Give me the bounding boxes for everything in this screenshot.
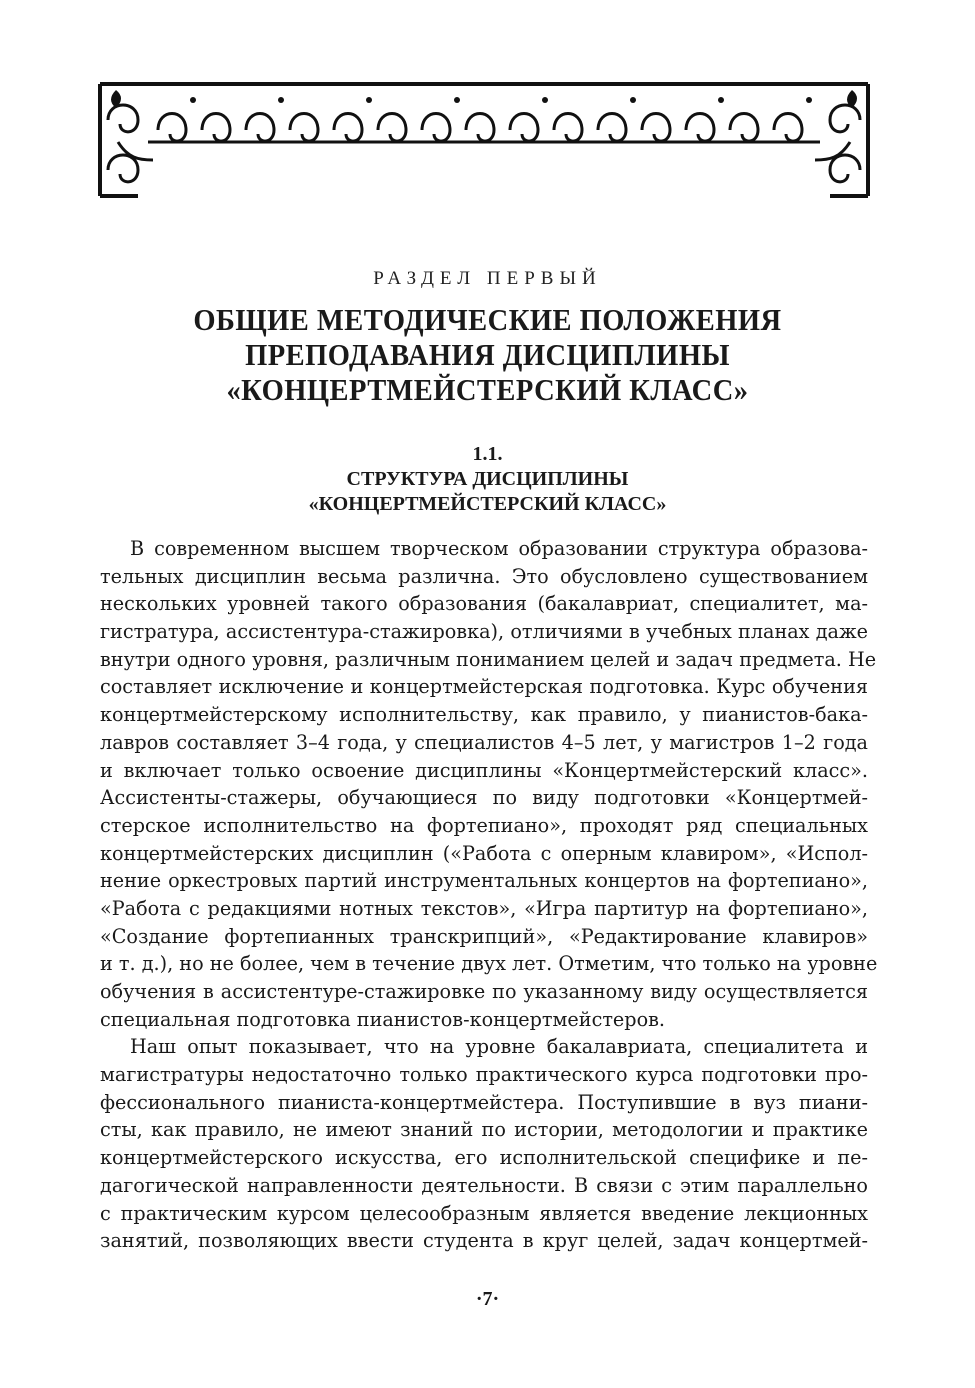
text-line: и т. д.), но не более, чем в течение двух лет. Отметим, что только на уровне bbox=[100, 952, 878, 976]
text-line: магистратуры недостаточно только практического курса подготовки про- bbox=[100, 1063, 868, 1087]
subsection-number: 1.1. bbox=[472, 443, 503, 465]
text-line: Наш опыт показывает, что на уровне бакалавриата, специалитета и bbox=[130, 1035, 868, 1059]
text-line: и включает только освоение дисциплины «Концертмейстерский класс». bbox=[100, 758, 868, 782]
text-line: фессионального пианиста-концертмейстера. Поступившие в вуз пиани- bbox=[100, 1090, 868, 1114]
subsection-title-line: СТРУКТУРА ДИСЦИПЛИНЫ bbox=[346, 468, 629, 490]
text-line: В современном высшем творческом образовании структура образова- bbox=[130, 537, 868, 560]
text-line: стерское исполнительство на фортепиано», проходят ряд специальных bbox=[100, 813, 868, 837]
main-title-line: ПРЕПОДАВАНИЯ ДИСЦИПЛИНЫ bbox=[245, 337, 730, 372]
section-label: РАЗДЕЛ ПЕРВЫЙ bbox=[373, 268, 602, 289]
ornament-frame-icon bbox=[98, 80, 870, 200]
subsection-title-line: «КОНЦЕРТМЕЙСТЕРСКИЙ КЛАСС» bbox=[308, 493, 667, 515]
text-line: тельных дисциплин весьма различна. Это обусловлено существованием bbox=[100, 564, 868, 588]
text-line: лавров составляет 3–4 года, у специалистов 4–5 лет, у магистров 1–2 года bbox=[100, 730, 868, 754]
text-line: «Создание фортепианных транскрипций», «Редактирование клавиров» bbox=[100, 924, 868, 948]
text-line: обучения в ассистентуре-стажировке по указанному виду осуществляется bbox=[100, 980, 868, 1003]
subsection-heading bbox=[60, 442, 915, 517]
text-line: концертмейстерскому исполнительству, как правило, у пианистов-бака- bbox=[100, 703, 868, 727]
main-title-line: «КОНЦЕРТМЕЙСТЕРСКИЙ КЛАСС» bbox=[226, 372, 749, 407]
text-line: нескольких уровней такого образования (бакалавриат, специалитет, ма- bbox=[100, 592, 868, 616]
text-line: сты, как правило, не имеют знаний по истории, методологии и практике bbox=[100, 1118, 868, 1142]
text-line: специальная подготовка пианистов-концертмейстеров. bbox=[100, 1007, 666, 1031]
text-line: концертмейстерских дисциплин («Работа с оперным клавиром», «Испол- bbox=[100, 841, 868, 865]
text-line: дагогической направленности деятельности. В связи с этим параллельно bbox=[100, 1173, 868, 1197]
text-line: составляет исключение и концертмейстерская подготовка. Курс обучения bbox=[100, 675, 868, 699]
text-line: «Работа с редакциями нотных текстов», «Игра партитур на фортепиано», bbox=[100, 896, 868, 920]
decorative-header-ornament bbox=[98, 80, 870, 200]
main-title bbox=[94, 302, 881, 407]
main-title-line: ОБЩИЕ МЕТОДИЧЕСКИЕ ПОЛОЖЕНИЯ bbox=[193, 302, 782, 337]
text-line: с практическим курсом целесообразным является введение лекционных bbox=[100, 1201, 868, 1225]
page-number: ·7· bbox=[475, 1288, 500, 1310]
text-line: занятий, позволяющих ввести студента в круг целей, задач концертмей- bbox=[100, 1229, 868, 1253]
text-line: Ассистенты-стажеры, обучающиеся по виду подготовки «Концертмей- bbox=[100, 786, 868, 810]
body-text bbox=[100, 535, 878, 1255]
text-line: гистратура, ассистентура-стажировка), отличиями в учебных планах даже bbox=[100, 620, 868, 644]
text-line: нение оркестровых партий инструментальных концертов на фортепиано», bbox=[100, 869, 868, 893]
text-line: внутри одного уровня, различным пониманием целей и задач предмета. Не bbox=[100, 647, 877, 671]
text-line: концертмейстерского искусства, его исполнительской специфике и пе- bbox=[100, 1146, 868, 1170]
